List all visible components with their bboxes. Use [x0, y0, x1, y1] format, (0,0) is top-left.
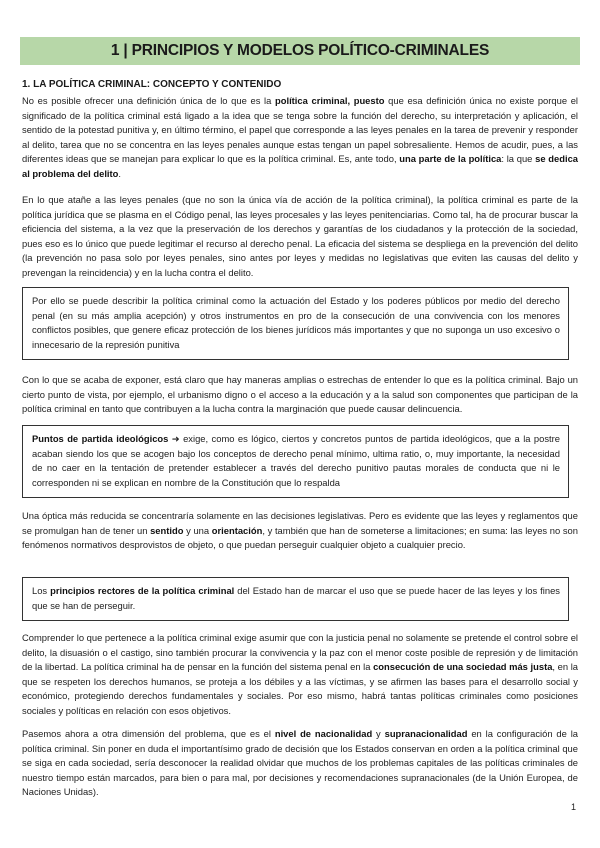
- page-title: 1 | PRINCIPIOS Y MODELOS POLÍTICO-CRIMINALES: [20, 37, 580, 65]
- paragraph-just-society: Comprender lo que pertenece a la política criminal exige asumir que con la justicia penal no solamente se pretende el control sobre el delito, la disuasión o el castigo, sino también procurar la convivencia y la paz con el menor coste posible de represión y de limitación de la libertad. La política criminal ha de pensar en la función del sistema penal en la consecución de una sociedad más justa, en la que se respeten los derechos humanos, se proteja a los débiles y a las víctimas, y se afirmen las bases para el desarrollo social y económico, protegiendo derechos fundamentales y sociales. Por eso mismo, habrá tantas políticas criminales como posiciones sociales y políticas en relación con esos objetivos.: [22, 632, 578, 716]
- boxed-ideological-points: Puntos de partida ideológicos ➜ exige, como es lógico, ciertos y concretos puntos de partida ideológicos, que a la postre acaban siendo los que se acogen bajo los conceptos de derecho penal mínimo, ultima ratio, o, muy importante, la necesidad de no caer en la tentación de pretender establecer a través del derecho punitivo pautas morales de conducta que ni le corresponden ni se explican en nombre de la Constitución que lo respalda: [22, 425, 569, 498]
- paragraph-legislative: Una óptica más reducida se concentraría solamente en las decisiones legislativas. Pero es evidente que las leyes y reglamentos que se promulgan han de tener un sentido y una orientación, y también que han de someterse a limitaciones; en suma: las leyes no son fenómenos normativos desprovistos de objeto, o que puedan perseguir cualquier objeto a cualquier precio.: [22, 510, 578, 550]
- paragraph-broad-narrow: Con lo que se acaba de exponer, está claro que hay maneras amplias o estrechas de entender lo que es la política criminal. Bajo un cierto punto de vista, por ejemplo, el urbanismo digno o el acceso a la educación y a la salud son componentes que participan de la política criminal en tanto que contribuyen a la lucha contra la marginación que puede causar delincuencia.: [22, 374, 578, 414]
- paragraph-definition: No es posible ofrecer una definición única de lo que es la política criminal, puesto que esa definición única no existe porque el significado de la política criminal está ligado a la idea que se tenga sobre la función del derecho, su interpretación y aplicación, el sentido de la potestad punitiva y, en último término, el papel que corresponde a las leyes penales en la tarea de prevenir y responder al delito, tarea que no se concentra en las leyes penales aunque estas tengan un papel sobresaliente. Hemos de acudir, pues, a las diferentes ideas que se manejan para explicar lo que es la política criminal. Es, ante todo, una parte de la política: la que se dedica al problema del delito.: [22, 95, 579, 179]
- paragraph-penal-laws: En lo que atañe a las leyes penales (que no son la única vía de acción de la política criminal), la política criminal es parte de la política jurídica que se plasma en el Código penal, las leyes procesales y las leyes penitenciarias. Como tal, ha de procurar buscar la eficiencia del sistema, a la vez que la preservación de los derechos y garantías de los ciudadanos y la protección de la sociedad, pues eso es lo único que puede legitimar el recurso al derecho penal. La eficacia del sistema se despliega en la prevención del delito (la prevención no pasa solo por leyes penales, sino antes por leyes y medidas no legislativas que eviten las causas del delito y prevengan la reincidencia) y en la lucha contra el delito.: [22, 194, 578, 278]
- page-number: 1: [570, 802, 576, 812]
- boxed-guiding-principles: Los principios rectores de la política criminal del Estado han de marcar el uso que se puede hacer de las leyes y los fines que se han de perseguir.: [22, 577, 569, 621]
- boxed-definition: Por ello se puede describir la política criminal como la actuación del Estado y los poderes públicos por medio del derecho penal (en su más amplia acepción) y otros instrumentos en pro de la consecución de una convivencia con los menores conflictos posibles, que genere eficaz protección de los bienes jurídicos más importantes y que no suponga un uso excesivo o innecesario de la represión punitiva: [22, 287, 569, 360]
- arrow-right-icon: ➜: [168, 433, 184, 444]
- section-heading: 1. LA POLÍTICA CRIMINAL: CONCEPTO Y CONTENIDO: [22, 79, 282, 90]
- paragraph-supranational: Pasemos ahora a otra dimensión del problema, que es el nivel de nacionalidad y supranacionalidad en la configuración de la política criminal. Sin poner en duda el importantísimo grado de decisión que los Estados conservan en orden a la política criminal que se siga en cada sociedad, sería desconocer la realidad olvidar que muchos de los problemas capitales de las políticas criminales de nuestro tiempo están marcados, para bien o para mal, por decisiones y recomendaciones supranacionales (de la Unión Europea, de Naciones Unidas).: [22, 728, 578, 797]
